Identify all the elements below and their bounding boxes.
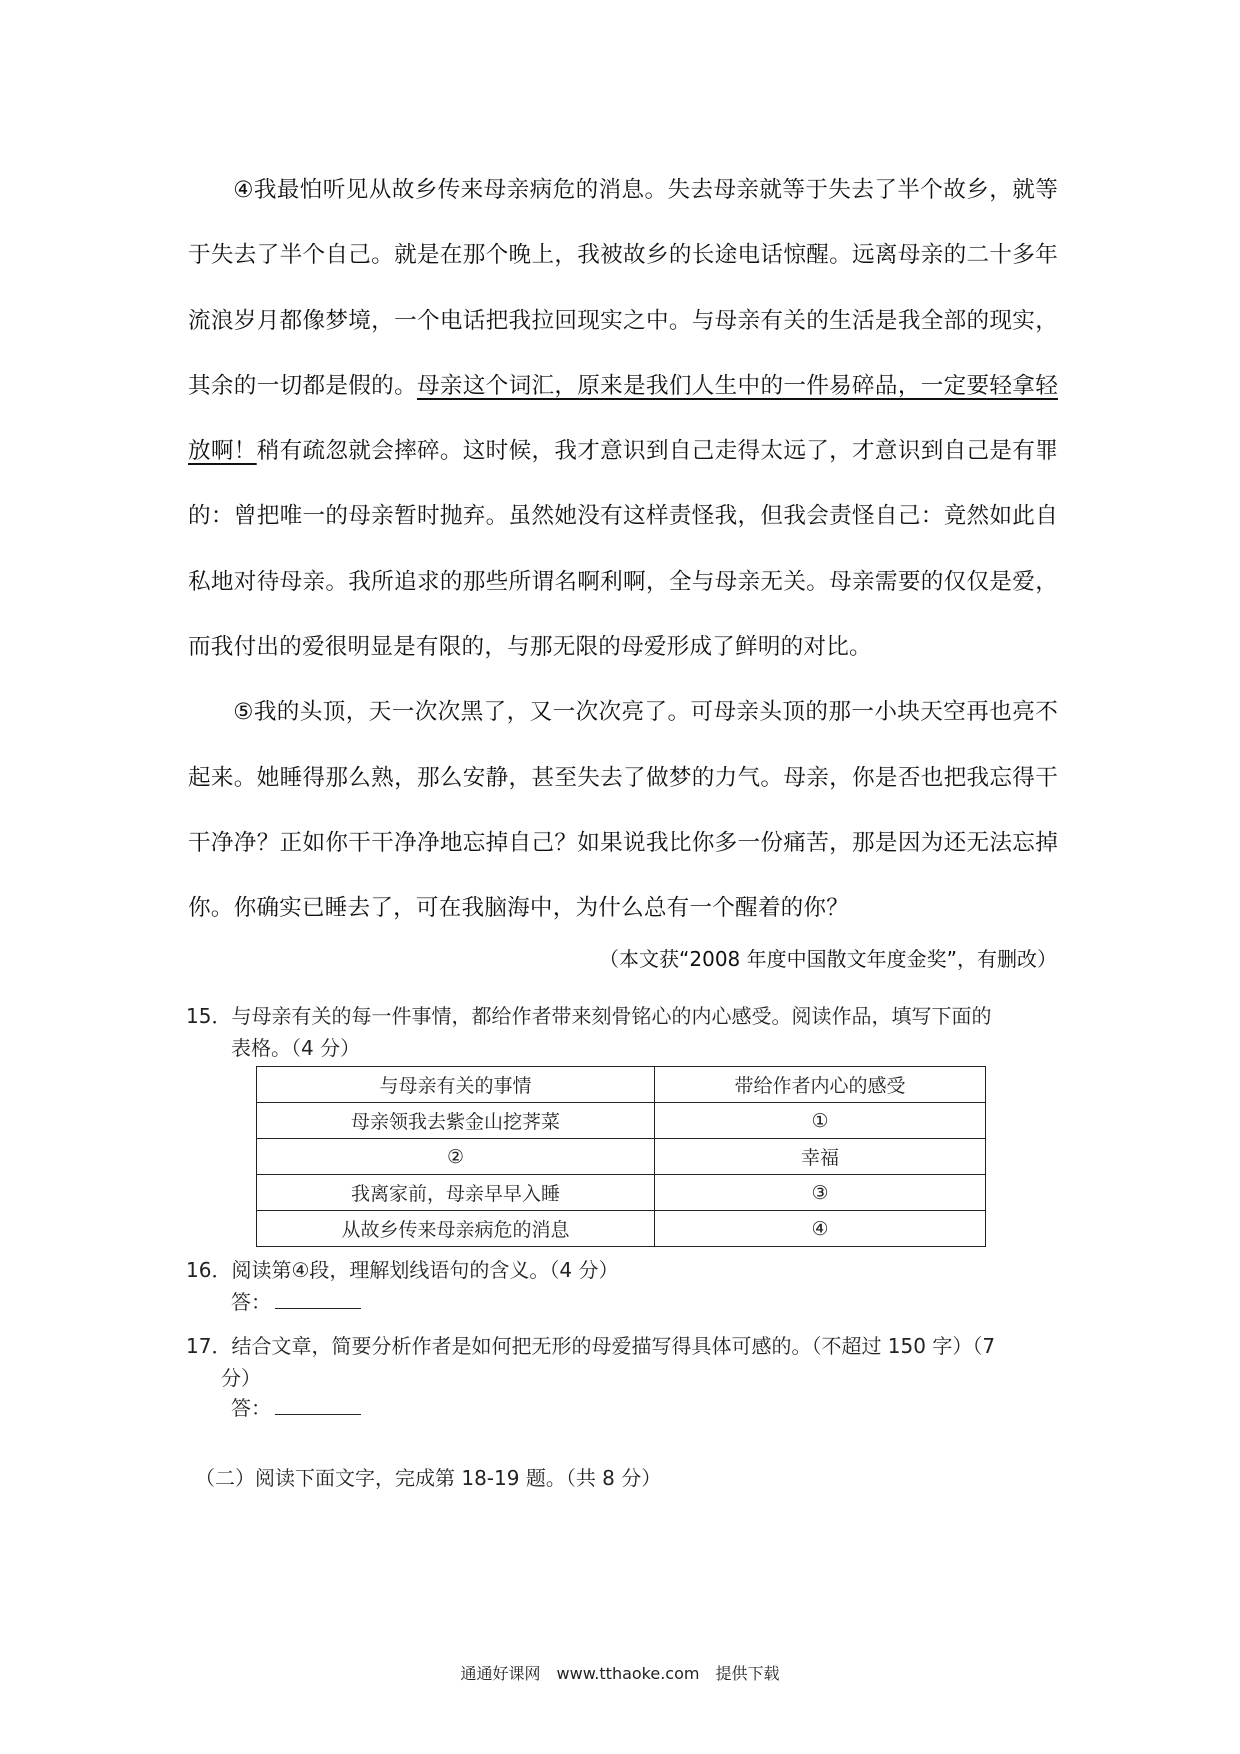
- table-cell-feeling: 幸福: [655, 1139, 986, 1175]
- table-cell-feeling: ③: [655, 1175, 986, 1211]
- underlined-sentence: 母亲这个词汇，原来是我们人生中的一件易碎品，一定要轻拿轻放啊！: [188, 372, 1059, 465]
- table-row: [257, 1211, 986, 1247]
- question-15-line-1: 15．与母亲有关的每一件事情，都给作者带来刻骨铭心的内心感受。阅读作品，填写下面的: [186, 1004, 992, 1028]
- table-header-feeling: 带给作者内心的感受: [655, 1067, 986, 1103]
- answer-label: 答：: [231, 1290, 271, 1314]
- question-17-line-2: 分）: [221, 1366, 261, 1390]
- table-row: [257, 1103, 986, 1139]
- table-cell-feeling: ④: [655, 1211, 986, 1247]
- reading-passage: [188, 158, 1058, 942]
- section-two-heading: （二）阅读下面文字，完成第 18-19 题。（共 8 分）: [195, 1466, 662, 1490]
- question-16: 16．阅读第④段，理解划线语句的含义。（4 分）: [186, 1258, 619, 1282]
- table-cell-event: 母亲领我去紫金山挖荠菜: [257, 1103, 655, 1139]
- feelings-table: [256, 1066, 986, 1247]
- page-footer: 通通好课网 www.tthaoke.com 提供下载: [460, 1664, 780, 1683]
- table-cell-event: 从故乡传来母亲病危的消息: [257, 1211, 655, 1247]
- table-cell-feeling: ①: [655, 1103, 986, 1139]
- paragraph-4-text-before: ④我最怕听见从故乡传来母亲病危的消息。失去母亲就等于失去了半个故乡，就等于失去了半个自己。就是在那个晚上，我被故乡的长途电话惊醒。远离母亲的二十多年流浪岁月都像梦境，一个电话把我拉回现实之中。与母亲有关的生活是我全部的现实，其余的一切都是假的。: [188, 177, 1058, 399]
- question-16-answer: [231, 1286, 361, 1318]
- question-17-answer: [231, 1392, 361, 1424]
- passage-source-note: （本文获“2008 年度中国散文年度金奖”，有删改）: [599, 947, 1057, 971]
- table-row: [257, 1139, 986, 1175]
- table-header-event: 与母亲有关的事情: [257, 1067, 655, 1103]
- question-15-line-2: 表格。（4 分）: [231, 1036, 361, 1060]
- answer-blank[interactable]: [275, 1288, 361, 1309]
- question-17: [186, 1330, 1066, 1394]
- table-cell-event: 我离家前，母亲早早入睡: [257, 1175, 655, 1211]
- table-row: [257, 1175, 986, 1211]
- question-15: [186, 1000, 1058, 1064]
- paragraph-4-text-after: 稍有疏忽就会摔碎。这时候，我才意识到自己走得太远了，才意识到自己是有罪的：曾把唯一的母亲暂时抛弃。虽然她没有这样责怪我，但我会责怪自己：竟然如此自私地对待母亲。我所追求的那些所谓名啊利啊，全与母亲无关。母亲需要的仅仅是爱，而我付出的爱很明显是有限的，与那无限的母爱形成了鲜明的对比。: [188, 438, 1059, 661]
- table-header-row: [257, 1067, 986, 1103]
- paragraph-4: [188, 158, 1058, 680]
- table-cell-event: ②: [257, 1139, 655, 1175]
- answer-label: 答：: [231, 1396, 271, 1420]
- question-17-line-1: 17．结合文章，简要分析作者是如何把无形的母爱描写得具体可感的。（不超过 150 字）（7: [186, 1334, 996, 1358]
- paragraph-5: ⑤我的头顶，天一次次黑了，又一次次亮了。可母亲头顶的那一小块天空再也亮不起来。她睡得那么熟，那么安静，甚至失去了做梦的力气。母亲，你是否也把我忘得干干净净？正如你干干净净地忘掉自己？如果说我比你多一份痛苦，那是因为还无法忘掉你。你确实已睡去了，可在我脑海中，为什么总有一个醒着的你？: [188, 699, 1058, 922]
- answer-blank[interactable]: [275, 1394, 361, 1415]
